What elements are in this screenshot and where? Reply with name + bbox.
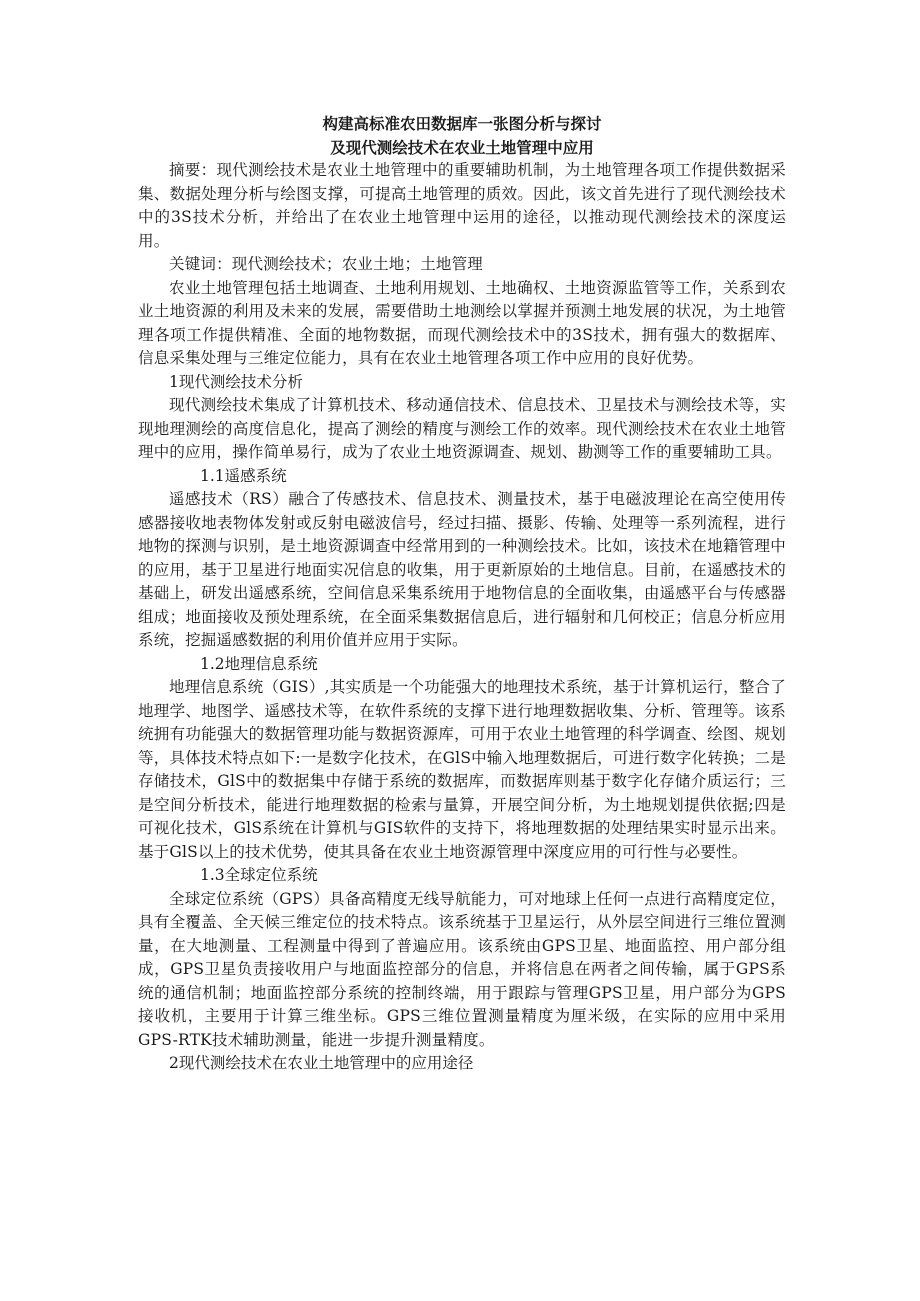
section-1-3-title: 全球定位系统 xyxy=(224,866,318,884)
keywords-paragraph: 关键词：现代测绘技术；农业土地；土地管理 xyxy=(169,255,484,273)
section-1-1-number: 1.1 xyxy=(200,466,225,485)
section-1-paragraph: 现代测绘技术集成了计算机技术、移动通信技术、信息技术、卫星技术与测绘技术等，实现地理测绘的高度信息化，提高了测绘的精度与测绘工作的效率。现代测绘技术在农业土地管理中的应用，操作简单易行，成为了农业土地资源调查、规划、勘测等工作的重要辅助工具。 xyxy=(138,396,786,461)
section-1-3-heading xyxy=(138,864,786,888)
section-1-heading: 1现代测绘技术分析 xyxy=(169,372,303,391)
title-line-1: 构建高标准农田数据库一张图分析与探讨 xyxy=(322,114,602,133)
document-page xyxy=(138,112,786,1076)
section-1-3-number: 1.3 xyxy=(200,866,225,884)
section-1-1-title: 遥感系统 xyxy=(224,466,287,485)
section-1-2-number: 1.2 xyxy=(200,654,225,673)
title-line-2: 及现代测绘技术在农业土地管理中应用 xyxy=(330,137,594,157)
document-title xyxy=(138,112,786,159)
section-2-heading: 2现代测绘技术在农业土地管理中的应用途径 xyxy=(169,1054,474,1072)
section-1-1-paragraph: 遥感技术（RS）融合了传感技术、信息技术、测量技术，基于电磁波理论在高空使用传感器接收地表物体发射或反射电磁波信号，经过扫描、摄影、传输、处理等一系列流程，进行地物的探测与识别，是土地资源调查中经常用到的一种测绘技术。比如，该技术在地籍管理中的应用，基于卫星进行地面实况信息的收集，用于更新原始的土地信息。目前，在遥感技术的基础上，研发出遥感系统，空间信息采集系统用于地物信息的全面收集，由遥感平台与传感器组成；地面接收及预处理系统，在全面采集数据信息后，进行辐射和几何校正；信息分析应用系统，挖掘遥感数据的利用价值并应用于实际。 xyxy=(138,490,786,649)
section-1-2-title: 地理信息系统 xyxy=(224,654,318,673)
section-1-2-paragraph: 地理信息系统（GIS）,其实质是一个功能强大的地理技术系统，基于计算机运行，整合了地理学、地图学、遥感技术等，在软件系统的支撑下进行地理数据收集、分析、管理等。该系统拥有功能强大的数据管理功能与数据资源库，可用于农业土地管理的科学调查、绘图、规划等，具体技术特点如下:一是数字化技术，在GlS中输入地理数据后，可进行数字化转换；二是存储技术，GlS中的数据集中存储于系统的数据库，而数据库则基于数字化存储介质运行；三是空间分析技术，能进行地理数据的检索与量算，开展空间分析，为土地规划提供依据;四是可视化技术，GlS系统在计算机与GIS软件的支持下，将地理数据的处理结果实时显示出来。基于GlS以上的技术优势，使其具备在农业土地资源管理中深度应用的可行性与必要性。 xyxy=(138,678,786,861)
section-1-3-paragraph: 全球定位系统（GPS）具备高精度无线导航能力，可对地球上任何一点进行高精度定位，具有全覆盖、全天候三维定位的技术特点。该系统基于卫星运行，从外层空间进行三维位置测量，在大地测量、工程测量中得到了普遍应用。该系统由GPS卫星、地面监控、用户部分组成，GPS卫星负责接收用户与地面监控部分的信息，并将信息在两者之间传输，属于GPS系统的通信机制；地面监控部分系统的控制终端，用于跟踪与管理GPS卫星，用户部分为GPS接收机，主要用于计算三维坐标。GPS三维位置测量精度为厘米级，在实际的应用中采用GPS-RTK技术辅助测量，能进一步提升测量精度。 xyxy=(138,889,786,1049)
section-1-2-heading xyxy=(138,653,786,677)
abstract-paragraph: 摘要：现代测绘技术是农业土地管理中的重要辅助机制，为土地管理各项工作提供数据采集、数据处理分析与绘图支撑，可提高土地管理的质效。因此，该文首先进行了现代测绘技术中的3S技术分析，并给出了在农业土地管理中运用的途径，以推动现代测绘技术的深度运用。 xyxy=(138,161,786,250)
section-1-1-heading xyxy=(138,465,786,489)
intro-paragraph: 农业土地管理包括土地调查、土地利用规划、土地确权、土地资源监管等工作，关系到农业土地资源的利用及未来的发展，需要借助土地测绘以掌握并预测土地发展的状况，为土地管理各项工作提供精准、全面的地物数据，而现代测绘技术中的3S技术，拥有强大的数据库、信息采集处理与三维定位能力，具有在农业土地管理各项工作中应用的良好优势。 xyxy=(138,278,786,367)
